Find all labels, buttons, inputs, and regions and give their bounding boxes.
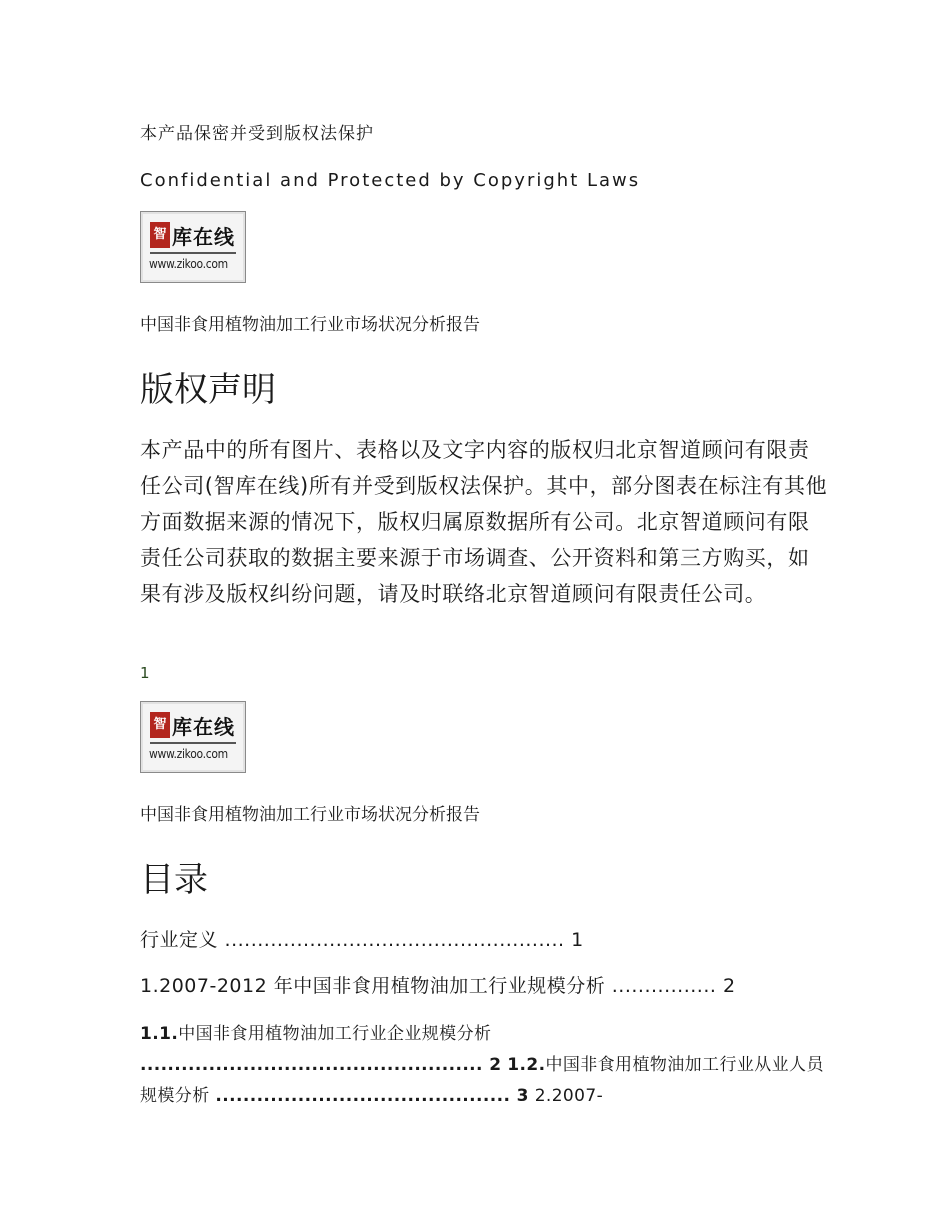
report-title: 中国非食用植物油加工行业市场状况分析报告 — [140, 805, 480, 825]
logo-seal: 智 — [150, 222, 170, 248]
toc-entry-title[interactable]: 2.2007- — [534, 1086, 604, 1106]
zikoo-logo — [140, 701, 246, 773]
copyright-heading: 版权声明 — [140, 370, 276, 410]
toc-entry-title[interactable]: 中国非食用植物油加工行业企业规模分析 — [178, 1024, 492, 1044]
logo-brand-text: 库在线 — [172, 225, 235, 249]
copyright-paragraph: 本产品中的所有图片、表格以及文字内容的版权归北京智道顾问有限责任公司(智库在线)所有并受到版权法保护。其中，部分图表在标注有其他方面数据来源的情况下，版权归属原数据所有公司。北京智道顾问有限责任公司获取的数据主要来源于市场调查、公开资料和第三方购买，如果有涉及版权纠纷问题，请及时联络北京智道顾问有限责任公司。 — [140, 438, 828, 606]
confidential-notice-en: Confidential and Protected by Copyright Laws — [140, 170, 641, 191]
logo-url: www.zikoo.com — [149, 747, 228, 761]
toc-entry[interactable]: 1.2007-2012 年中国非食用植物油加工行业规模分析 ................ 2 — [140, 975, 736, 997]
toc-entry-leader: ........................................... 3 — [215, 1086, 529, 1106]
toc-entry-number: 1.1. — [140, 1024, 179, 1044]
toc-entry-number: 1.2. — [507, 1055, 546, 1075]
report-title: 中国非食用植物油加工行业市场状况分析报告 — [140, 315, 480, 335]
logo-url: www.zikoo.com — [149, 257, 228, 271]
confidential-notice-cn: 本产品保密并受到版权法保护 — [140, 124, 374, 144]
logo-brand-text: 库在线 — [172, 715, 235, 739]
toc-entry[interactable]: 行业定义 .................................................... 1 — [140, 929, 584, 951]
toc-heading: 目录 — [140, 860, 208, 900]
logo-seal: 智 — [150, 712, 170, 738]
toc-entry-block — [140, 1019, 830, 1112]
toc-entry-title[interactable]: 中国非食用植物油加工行业从业人员规模分析 — [140, 1055, 824, 1106]
page-number: 1 — [140, 664, 150, 682]
toc-entry-leader: .................................................. 2 — [140, 1055, 502, 1075]
logo-divider — [150, 252, 236, 254]
zikoo-logo — [140, 211, 246, 283]
logo-divider — [150, 742, 236, 744]
